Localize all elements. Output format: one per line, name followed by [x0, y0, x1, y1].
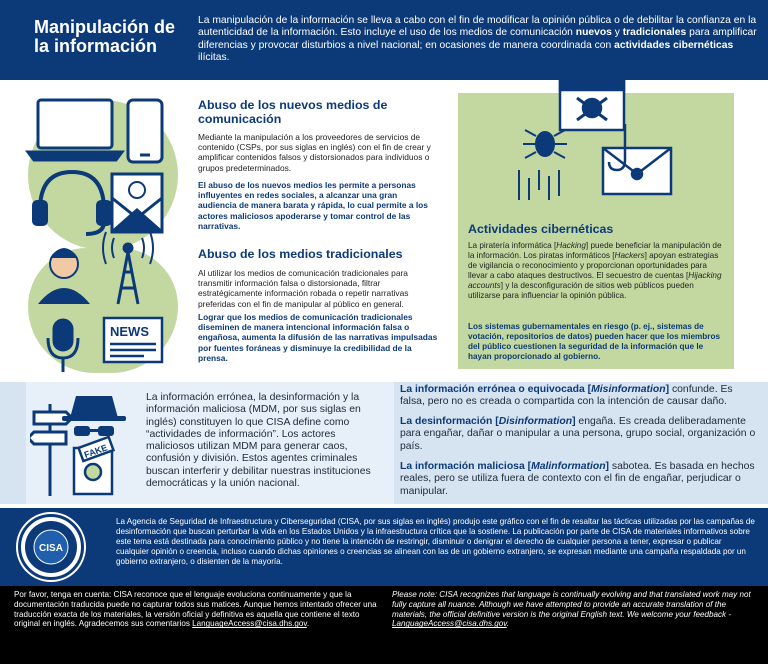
mdm-summary: La información errónea, la desinformación y la información maliciosa (MDM, por sus siglas en inglés) constituyen lo que CISA define como “actividades de información”. Los actores maliciosos utilizan MDM para generar caos, confusión y división. Estos agentes criminales buscan interferir y debilitar nuestras instituciones democráticas y la unión nacional.: [146, 392, 371, 490]
cisa-seal-icon: [18, 514, 84, 580]
traditional-media-body: Al utilizar los medios de comunicación tradicionales para transmitir información falsa o distorsionada, filtrar estratégicamente información robada o repetir narrativas preferidas con el fin de manipular al público en general.: [198, 268, 409, 309]
new-media-heading: Abuso de los nuevos medios de comunicación: [198, 98, 388, 126]
headset-icon: [34, 172, 110, 234]
svg-text:FAKE: FAKE: [82, 442, 109, 461]
laptop-icon: [28, 100, 122, 160]
newspaper-icon: [104, 318, 162, 362]
traditional-media-heading: Abuso de los medios tradicionales: [198, 247, 403, 261]
cyber-heading: Actividades cibernéticas: [468, 222, 614, 236]
footer-note-en: Please note: CISA recognizes that language is continually evolving and that translated work may not fully capture all nuance. Although we have attempted to provide an accurate translation of the materials, the official definitive version is the original English text. We welcome your feedback - LanguageAccess@cisa.dhs.gov.: [392, 590, 751, 629]
phishing-email-icon: [603, 124, 671, 194]
mdm-icons: [30, 386, 142, 500]
new-media-body: Mediante la manipulación a los proveedores de servicios de contenido (CSPs, por sus siglas en inglés) con el fin de crear y amplificar contenidos falsos y distorsionados para individuos o grupos predeterminados.: [198, 132, 431, 173]
email-link-es[interactable]: LanguageAccess@cisa.dhs.gov: [192, 619, 307, 629]
new-media-highlight: El abuso de los nuevos medios les permite a personas influyentes en redes sociales, a alcanzar una gran audiencia de manera barata y rápida, lo cual permite a los actores maliciosos apoderarse y tomar control de las narrativas.: [198, 180, 428, 231]
smartphone-icon: [128, 100, 162, 162]
microphone-icon: [48, 320, 78, 372]
footer-note-es: Por favor, tenga en cuenta: CISA reconoce que el lenguaje evoluciona continuamente y que la documentación traducida puede no capturar todos sus matices. Aunque hemos intentado ofrecer una traducción exacta de los materiales, la versión oficial y definitiva es aquella que contiene el texto original en inglés. Agradecemos sus comentarios LanguageAccess@cisa.dhs.gov.: [14, 590, 377, 629]
data-lines-icon: [519, 170, 559, 200]
fake-sign-icon: [74, 437, 113, 494]
intro-text: La manipulación de la información se lleva a cabo con el fin de modificar la opinión pública o de debilitar la confianza en la autenticidad de la información. Esto incluye el uso de los medios de comunicación nuevos y tradicionales para amplificar diferencias y provocar disturbios a nivel nacional; en ocasiones de manera coordinada con actividades cibernéticas ilícitas.: [198, 15, 757, 64]
email-link-en[interactable]: LanguageAccess@cisa.dhs.gov: [392, 619, 507, 629]
definition-misinformation: La información errónea o equivocada [Misinformation] confunde. Es falsa, pero no es creada o compartida con la intención de causar daño.: [400, 384, 733, 408]
cyber-icons: [505, 78, 705, 218]
bug-icon: [523, 130, 567, 158]
svg-text:CISA: CISA: [39, 543, 63, 554]
pirate-browser-icon: [560, 80, 624, 130]
cyber-highlight: Los sistemas gubernamentales en riesgo (p. ej., sistemas de votación, repositorios de datos) pueden hacer que los miembros del público cuestionen la seguridad de la información que le hayan proporcionado al gobierno.: [468, 322, 721, 361]
media-icons: [20, 92, 190, 382]
radio-tower-icon: [103, 232, 153, 304]
email-at-icon: [112, 174, 162, 232]
person-icon: [38, 248, 90, 304]
spy-icon: [62, 396, 126, 436]
traditional-media-highlight: Lograr que los medios de comunicación tradicionales diseminen de manera intencional información falsa o engañosa, aumenta la difusión de las narrativas impulsadas por fuentes foráneas y disminuye la credibilidad de la prensa.: [198, 312, 438, 363]
page-title: Manipulación de la información: [34, 17, 176, 56]
svg-text:NEWS: NEWS: [110, 324, 149, 339]
cyber-body: La piratería informática [Hacking] puede beneficiar la manipulación de la información. Los piratas informáticos [Hackers] apoyan estrategias de vigilancia o reconocimiento y proporcionan oportunidades para llevar a cabo ataques destructivos. El secuestro de cuentas [Hijacking accounts] y la desconfiguración de sitios web públicos pueden utilizarse para influenciar la opinión pública.: [468, 241, 722, 300]
definition-disinformation: La desinformación [Disinformation] engaña. Es creada deliberadamente para engañar, dañar o manipular a una persona, grupo social, organización o país.: [400, 416, 756, 452]
definition-malinformation: La información maliciosa [Malinformation] sabotea. Es basada en hechos reales, pero se utiliza fuera de contexto con el fin de engañar, perjudicar o manipular.: [400, 461, 755, 497]
cisa-statement: La Agencia de Seguridad de Infraestructura y Ciberseguridad (CISA, por sus siglas en inglés) produjo este gráfico con el fin de resaltar las tácticas utilizadas por las campañas de desinformación que buscan perturbar la vida en los Estados Unidos y la infraestructura crítica que la sostiene. La publicación por parte de CISA de materiales informativos sobre este tema está destinada para conocimiento público y no tiene la intención de restringir, disminuir o denigrar el derecho de cualquier persona a tener, expresar o publicar cualquier opinión o creencia, incluso cuando dichas opiniones o creencias se alinean con las de un gobierno extranjero, se expresan mediante una campaña respaldada por un gobierno extranjero, o disienten de la mayoría.: [116, 517, 755, 566]
